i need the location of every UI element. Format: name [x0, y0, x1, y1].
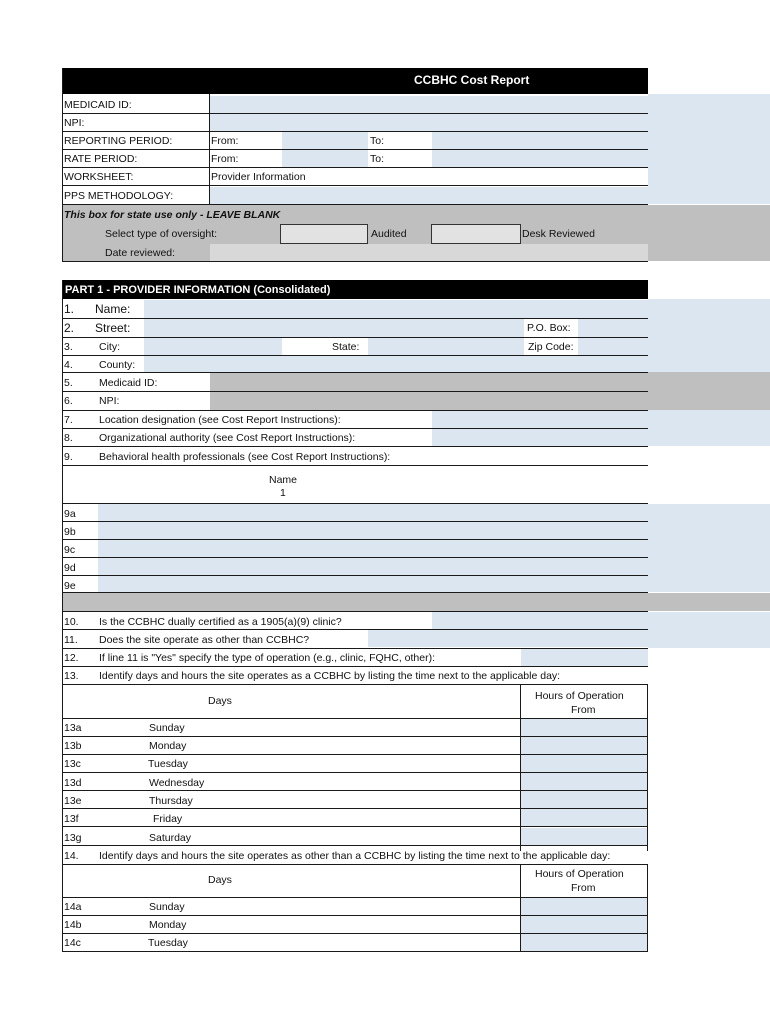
state-input[interactable] — [368, 338, 524, 355]
desk-reviewed-checkbox[interactable] — [431, 224, 521, 244]
row-9e-label: 9e — [64, 580, 76, 592]
label-zip: Zip Code: — [528, 341, 574, 353]
line14-label: Identify days and hours the site operates as other than a CCBHC by listing the time next to the applicable day: — [99, 850, 611, 862]
label-reporting-from: From: — [211, 135, 239, 147]
report-header-bar — [62, 68, 648, 94]
from-header-14: From — [571, 882, 596, 894]
name-column-header: Name — [269, 474, 298, 486]
lines10-11-right-blue — [648, 612, 770, 648]
reporting-from-input[interactable] — [282, 132, 368, 149]
label-reporting-period: REPORTING PERIOD: — [64, 135, 173, 147]
row-13d-from-input[interactable] — [521, 773, 647, 790]
line2-label: Street: — [95, 321, 131, 335]
rate-from-input[interactable] — [282, 150, 368, 167]
state-use-note: This box for state use only - LEAVE BLANK — [64, 209, 281, 221]
row-9b-label: 9b — [64, 526, 76, 538]
bh-professionals-right-blue — [648, 504, 770, 592]
line2-num: 2. — [64, 321, 75, 335]
row-13f-code: 13f — [64, 813, 79, 825]
days-header-13: Days — [208, 695, 232, 707]
label-oversight: Select type of oversight: — [105, 228, 218, 240]
row-13g-code: 13g — [64, 832, 82, 844]
row-13a-from-input[interactable] — [521, 719, 647, 736]
label-date-reviewed: Date reviewed: — [105, 247, 176, 259]
part1-right-blue-2 — [648, 410, 770, 446]
label-medicaid-id: MEDICAID ID: — [64, 99, 132, 111]
row-9e-input[interactable] — [98, 576, 648, 592]
row-14c-from-input[interactable] — [521, 934, 647, 951]
line9-label: Behavioral health professionals (see Cost Report Instructions): — [99, 451, 391, 463]
line4-label: County: — [99, 359, 136, 371]
from-header-13: From — [571, 704, 596, 716]
hours-header-13: Hours of Operation — [535, 690, 624, 702]
label-pps-methodology: PPS METHODOLOGY: — [64, 190, 174, 202]
label-desk-reviewed: Desk Reviewed — [522, 228, 595, 240]
row-13c-day: Tuesday — [148, 758, 188, 770]
label-state: State: — [332, 341, 360, 353]
operates-other-input[interactable] — [368, 630, 648, 647]
row-14b-from-input[interactable] — [521, 916, 647, 933]
row-13d-day: Wednesday — [149, 777, 205, 789]
npi-input[interactable] — [210, 114, 648, 131]
row-13f-day: Friday — [153, 813, 183, 825]
line13-num: 13. — [64, 670, 79, 682]
row-13b-from-input[interactable] — [521, 737, 647, 754]
date-reviewed-input[interactable] — [210, 244, 648, 261]
row-13g-from-input[interactable] — [521, 828, 647, 845]
line1-label: Name: — [95, 302, 131, 316]
separator-gray-row — [62, 593, 770, 611]
row-14c-day: Tuesday — [148, 937, 188, 949]
row-14a-day: Sunday — [149, 901, 185, 913]
line8-label: Organizational authority (see Cost Report Instructions): — [99, 432, 356, 444]
pps-input[interactable] — [210, 187, 648, 204]
label-audited: Audited — [371, 228, 407, 240]
label-po-box: P.O. Box: — [527, 322, 571, 334]
line10-num: 10. — [64, 616, 79, 628]
dually-certified-input[interactable] — [432, 612, 648, 629]
row-14b-day: Monday — [149, 919, 187, 931]
row-9d-input[interactable] — [98, 558, 648, 575]
row-13b-code: 13b — [64, 740, 82, 752]
line14-num: 14. — [64, 850, 79, 862]
row-9a-input[interactable] — [98, 504, 648, 521]
line6-label: NPI: — [99, 395, 120, 407]
part1-right-blue — [648, 299, 770, 372]
row-13d-code: 13d — [64, 777, 82, 789]
city-input[interactable] — [144, 338, 282, 355]
audited-checkbox[interactable] — [280, 224, 368, 244]
line8-num: 8. — [64, 432, 73, 444]
street-input[interactable] — [144, 319, 524, 337]
row-9c-input[interactable] — [98, 540, 648, 557]
part1-medicaid-id-field[interactable] — [210, 373, 648, 391]
worksheet-value: Provider Information — [211, 171, 306, 183]
line1-num: 1. — [64, 302, 75, 316]
line5-num: 5. — [64, 377, 73, 389]
row-14a-from-input[interactable] — [521, 898, 647, 915]
line10-label: Is the CCBHC dually certified as a 1905(a)(9) clinic? — [99, 616, 342, 628]
medicaid-id-input[interactable] — [210, 96, 648, 113]
row-14c-code: 14c — [64, 937, 81, 949]
label-reporting-to: To: — [370, 135, 385, 147]
line3-num: 3. — [64, 341, 73, 353]
part1-npi-field[interactable] — [210, 392, 648, 410]
row-13c-code: 13c — [64, 758, 81, 770]
row-9a-label: 9a — [64, 508, 76, 520]
county-input[interactable] — [144, 356, 648, 372]
reporting-to-input[interactable] — [432, 132, 648, 149]
label-rate-to: To: — [370, 153, 385, 165]
name-column-number: 1 — [280, 487, 286, 499]
line13-label: Identify days and hours the site operates as a CCBHC by listing the time next to the applicable day: — [99, 670, 561, 682]
zip-input[interactable] — [578, 338, 648, 355]
row-13f-from-input[interactable] — [521, 809, 647, 826]
row-13a-code: 13a — [64, 722, 82, 734]
row-13c-from-input[interactable] — [521, 755, 647, 772]
hours-header-14: Hours of Operation — [535, 868, 624, 880]
label-rate-from: From: — [211, 153, 239, 165]
row-9b-input[interactable] — [98, 522, 648, 539]
part1-title: PART 1 - PROVIDER INFORMATION (Consolidated) — [65, 284, 331, 296]
line7-label: Location designation (see Cost Report Instructions): — [99, 414, 341, 426]
label-rate-period: RATE PERIOD: — [64, 153, 138, 165]
line3-label: City: — [99, 341, 120, 353]
line11-label: Does the site operate as other than CCBHC? — [99, 634, 310, 646]
row-9c-label: 9c — [64, 544, 76, 556]
row-9d-label: 9d — [64, 562, 76, 574]
line4-num: 4. — [64, 359, 73, 371]
report-title: CCBHC Cost Report — [414, 73, 530, 87]
row-13e-code: 13e — [64, 795, 82, 807]
line6-num: 6. — [64, 395, 73, 407]
part1-right-gray — [648, 372, 770, 410]
row-13a-day: Sunday — [149, 722, 185, 734]
organizational-authority-input[interactable] — [432, 429, 648, 446]
days-header-14: Days — [208, 874, 232, 886]
label-npi: NPI: — [64, 117, 85, 129]
line11-num: 11. — [64, 634, 78, 646]
location-designation-input[interactable] — [432, 411, 648, 428]
row-14b-code: 14b — [64, 919, 82, 931]
line12-label: If line 11 is "Yes" specify the type of operation (e.g., clinic, FQHC, other): — [99, 652, 436, 664]
row-13e-from-input[interactable] — [521, 791, 647, 808]
row-14a-code: 14a — [64, 901, 82, 913]
line12-num: 12. — [64, 652, 79, 664]
rate-to-input[interactable] — [432, 150, 648, 167]
row-13e-day: Thursday — [149, 795, 193, 807]
line7-num: 7. — [64, 414, 73, 426]
line9-num: 9. — [64, 451, 73, 463]
line5-label: Medicaid ID: — [99, 377, 158, 389]
operation-type-input[interactable] — [521, 649, 648, 666]
row-13b-day: Monday — [149, 740, 187, 752]
name-input[interactable] — [144, 300, 648, 318]
row-13g-day: Saturday — [149, 832, 192, 844]
label-worksheet: WORKSHEET: — [64, 171, 134, 183]
po-box-input[interactable] — [578, 319, 648, 337]
top-right-blue — [648, 94, 770, 204]
